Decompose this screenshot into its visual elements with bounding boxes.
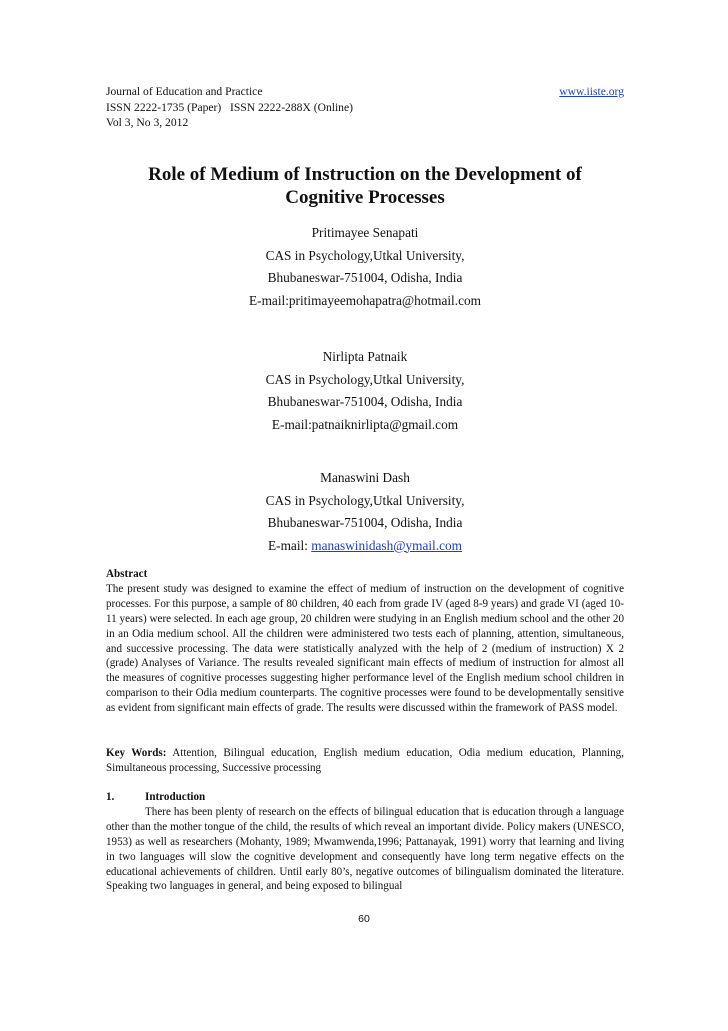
section-number: 1. (106, 791, 115, 803)
journal-name: Journal of Education and Practice (106, 85, 263, 98)
title-line-2: Cognitive Processes (285, 187, 445, 208)
author-address: Bhubaneswar-751004, Odisha, India (267, 394, 463, 409)
section-heading (106, 790, 624, 805)
page-number: 60 (358, 913, 370, 925)
issn-line: ISSN 2222-1735 (Paper) ISSN 2222-288X (Online) (106, 100, 353, 114)
paper-title (106, 163, 624, 209)
journal-website-link[interactable]: www.iiste.org (559, 85, 624, 98)
author-name: Pritimayee Senapati (311, 225, 419, 240)
abstract-heading: Abstract (106, 568, 148, 580)
title-line-1: Role of Medium of Instruction on the Development of (148, 164, 582, 185)
author-block (106, 346, 624, 436)
author-affiliation: CAS in Psychology,Utkal University, (265, 371, 465, 387)
abstract-section (106, 567, 624, 716)
author-address: Bhubaneswar-751004, Odisha, India (267, 515, 463, 530)
author-affiliation: CAS in Psychology,Utkal University, (265, 492, 465, 508)
journal-header (106, 84, 624, 131)
introduction-section (106, 790, 624, 894)
author-name: Nirlipta Patnaik (322, 349, 408, 364)
author-affiliation: CAS in Psychology,Utkal University, (265, 247, 465, 263)
introduction-text: There has been plenty of research on the effects of bilingual education that is education through a language other than the mother tongue of the child, the results of which reveal an important divide. Policy makers (UNESCO, 1953) as well as researchers (Mohanty, 1989; Mwamwenda,1996; Pattanayak, 1991) worry that learning and living in two languages will slow the cognitive development and consequently have long term negative effects on the educational achievements of children. Until early 80’s, negative outcomes of bilingualism dominated the literature. Speaking two languages in general, and being exposed to bilingual (106, 805, 624, 893)
keywords-label: Key Words: (106, 747, 167, 759)
section-title: Introduction (145, 791, 206, 803)
keywords-text: Attention, Bilingual education, English medium education, Odia medium education, Planning, Simultaneous processing, Successive processing (106, 747, 624, 774)
author-email-link[interactable]: manaswinidash@ymail.com (311, 537, 462, 553)
volume-line: Vol 3, No 3, 2012 (106, 116, 189, 129)
keywords-section (106, 746, 624, 776)
author-email-line (106, 535, 624, 558)
email-prefix: E-mail: (268, 537, 312, 553)
author-block (106, 467, 624, 557)
author-name: Manaswini Dash (320, 470, 410, 485)
author-address: Bhubaneswar-751004, Odisha, India (267, 270, 463, 285)
author-email: E-mail:pritimayeemohapatra@hotmail.com (249, 292, 481, 308)
author-block (106, 222, 624, 312)
author-email: E-mail:patnaiknirlipta@gmail.com (271, 416, 459, 432)
abstract-text: The present study was designed to examine the effect of medium of instruction on the development of cognitive processes. For this purpose, a sample of 80 children, 40 each from grade IV (aged 8-9 years) and grade VI (aged 10-11 years) were selected. In each age group, 20 children were studying in an English medium school and the other 20 in an Odia medium school. All the children were administered two tests each of planning, attention, simultaneous, and successive processing. The data were statistically analyzed with the help of 2 (medium of instruction) X 2 (grade) Analyses of Variance. The results revealed significant main effects of medium of instruction for almost all the measures of cognitive processes suggesting higher performance level of the English medium school children in comparison to their Odia medium counterparts. The cognitive processes were found to be developmentally sensitive as evident from significant main effects of grade. The results were discussed within the framework of PASS model. (106, 582, 624, 715)
